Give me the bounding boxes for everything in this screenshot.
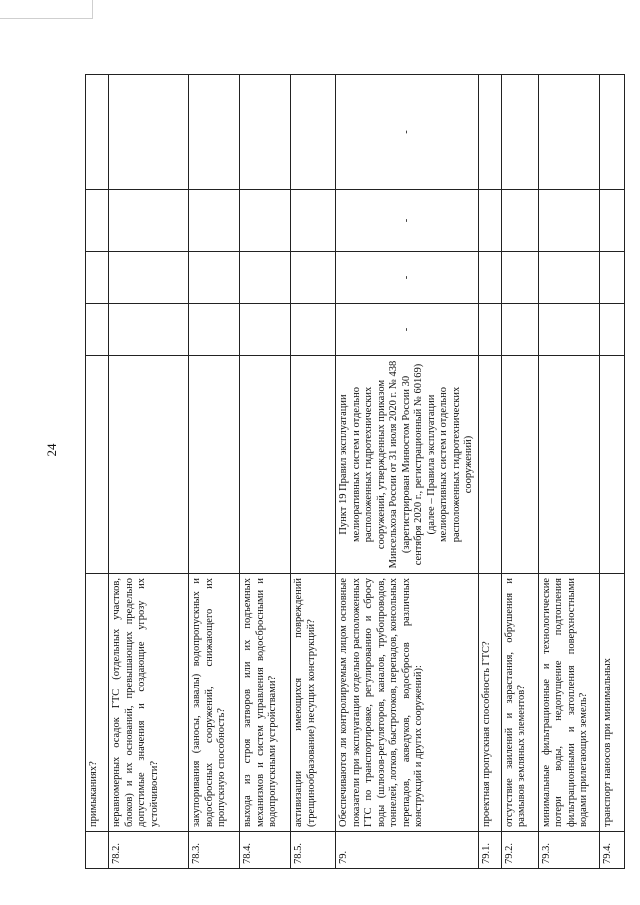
answer-no — [599, 252, 624, 304]
answer-yes — [478, 304, 501, 356]
item-number: 79. — [336, 832, 479, 869]
answer-not-applicable — [86, 190, 109, 252]
question-text: неравномерных осадок ГТС (отдельных участков, блоков) и их оснований, превышающих предельно допустимые значения и создающие угрозу их устойчивости? — [109, 574, 189, 832]
item-number: 79.1. — [478, 832, 501, 869]
answer-yes — [501, 304, 538, 356]
table-row — [240, 75, 291, 869]
answer-not-applicable — [109, 190, 189, 252]
answer-yes — [109, 304, 189, 356]
table-row — [109, 75, 189, 869]
table-row — [538, 75, 599, 869]
table-row — [291, 75, 336, 869]
answer-no — [478, 252, 501, 304]
question-text: Обеспечиваются ли контролируемым лицом основные показатели при эксплуатации отдельно расположенных ГТС по транспортировке, регулированию и сбросу воды (шлюзов-регуляторов, каналов, трубопроводов, тоннелей, лотков, быстротоков, перепадов, консольных перепадов, акведуков, водосбросов различных конструкций и других сооружений): — [336, 574, 479, 832]
table-row — [599, 75, 624, 869]
rotated-page — [85, 75, 613, 869]
item-number: 79.2. — [501, 832, 538, 869]
answer-no — [86, 252, 109, 304]
answer-no — [189, 252, 240, 304]
question-text: транспорт наносов при минимальных — [599, 574, 624, 832]
table-row — [501, 75, 538, 869]
answer-yes: - — [336, 304, 479, 356]
answer-not-applicable — [599, 190, 624, 252]
note-cell — [478, 75, 501, 190]
question-text: отсутствие заилений и зарастания, обрушения и размывов земляных элементов? — [501, 574, 538, 832]
question-text: закупоривания (заносы, завалы) водопропускных и водосбросных сооружений, снижающего их пропускную способность? — [189, 574, 240, 832]
table-row — [86, 75, 109, 869]
legal-reference — [599, 356, 624, 574]
question-text: минимальные фильтрационные и технологические потери воды, недопущение подтопления фильтрационными и затопления поверхностными водами прилегающих земель? — [538, 574, 599, 832]
legal-reference — [538, 356, 599, 574]
answer-yes — [538, 304, 599, 356]
question-text: активизации имеющихся повреждений (трещинообразование) несущих конструкций? — [291, 574, 336, 832]
table-row — [189, 75, 240, 869]
answer-no — [538, 252, 599, 304]
note-cell — [599, 75, 624, 190]
legal-reference — [240, 356, 291, 574]
answer-not-applicable — [240, 190, 291, 252]
answer-yes — [291, 304, 336, 356]
answer-not-applicable — [501, 190, 538, 252]
answer-no: - — [336, 252, 479, 304]
table-row — [336, 75, 479, 869]
question-text: проектная пропускная способность ГТС? — [478, 574, 501, 832]
legal-reference — [291, 356, 336, 574]
item-number: 78.2. — [109, 832, 189, 869]
scan-border — [0, 0, 93, 19]
answer-no — [291, 252, 336, 304]
answer-no — [109, 252, 189, 304]
answer-yes — [189, 304, 240, 356]
page-number: 24 — [44, 443, 59, 457]
answer-not-applicable — [538, 190, 599, 252]
legal-reference — [501, 356, 538, 574]
answer-yes — [240, 304, 291, 356]
legal-reference — [109, 356, 189, 574]
item-number: 78.3. — [189, 832, 240, 869]
note-cell: - — [336, 75, 479, 190]
note-cell — [501, 75, 538, 190]
question-text: примыканиях? — [86, 574, 109, 832]
item-number: 79.4. — [599, 832, 624, 869]
legal-reference: Пункт 19 Правил эксплуатации мелиоративных систем и отдельно расположенных гидротехнических сооружений, утвержденных приказом Минсельхоза России от 31 июля 2020 г. № 438 (зарегистрирован Минюстом России 30 сентября 2020 г., регистрационный № 60169) (далее – Правила эксплуатации мелиоративных систем и отдельно расположенных гидротехнических сооружений) — [336, 356, 479, 574]
answer-yes — [599, 304, 624, 356]
note-cell — [538, 75, 599, 190]
note-cell — [109, 75, 189, 190]
note-cell — [240, 75, 291, 190]
answer-not-applicable: - — [336, 190, 479, 252]
note-cell — [189, 75, 240, 190]
item-number — [86, 832, 109, 869]
checklist-table — [85, 74, 625, 869]
legal-reference — [86, 356, 109, 574]
item-number: 79.3. — [538, 832, 599, 869]
answer-no — [501, 252, 538, 304]
answer-not-applicable — [189, 190, 240, 252]
question-text: выхода из строя затворов или их подъемных механизмов и систем управления водосбросными и водопропускными устройствами? — [240, 574, 291, 832]
answer-no — [240, 252, 291, 304]
answer-not-applicable — [291, 190, 336, 252]
note-cell — [291, 75, 336, 190]
answer-yes — [86, 304, 109, 356]
answer-not-applicable — [478, 190, 501, 252]
legal-reference — [478, 356, 501, 574]
note-cell — [86, 75, 109, 190]
table-row — [478, 75, 501, 869]
item-number: 78.5. — [291, 832, 336, 869]
item-number: 78.4. — [240, 832, 291, 869]
legal-reference — [189, 356, 240, 574]
